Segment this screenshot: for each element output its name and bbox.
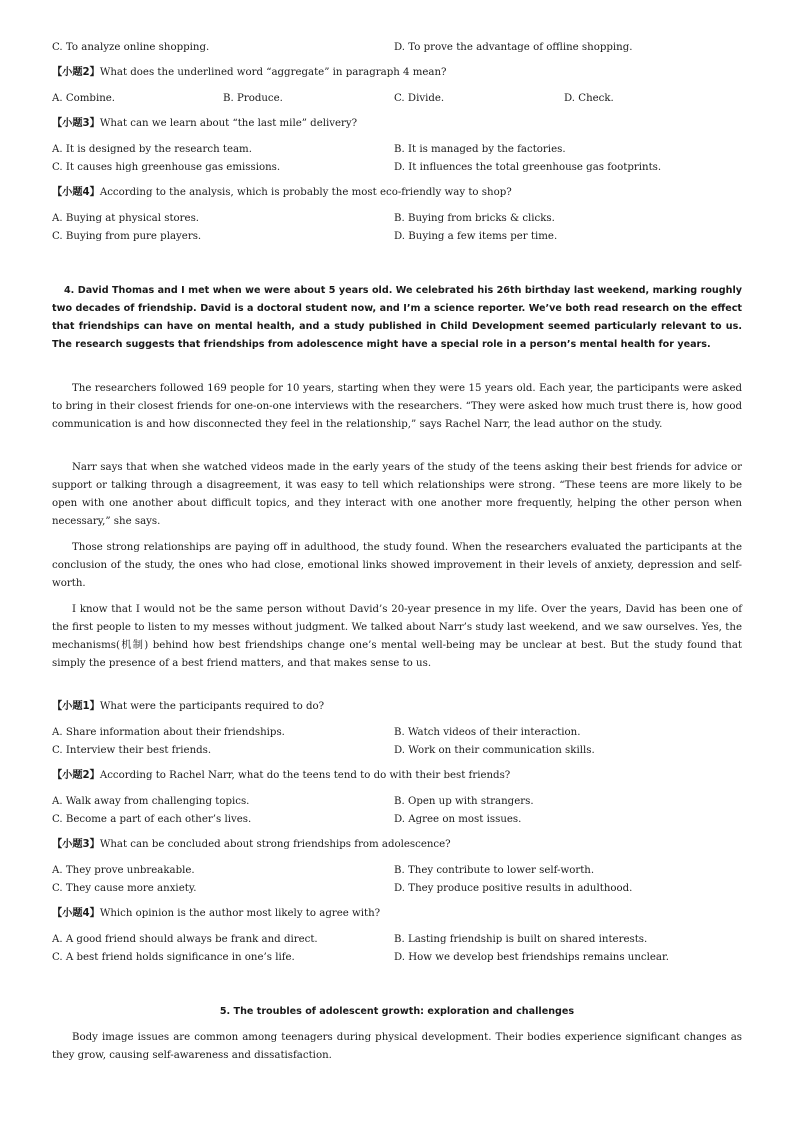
s4-q2-option-d: D. Agree on most issues.: [394, 814, 522, 825]
s4-q3-option-a: A. They prove unbreakable.: [52, 865, 195, 876]
question-text: What does the underlined word “aggregate” in paragraph 4 mean?: [99, 67, 447, 78]
s3-q1-option-c: C. To analyze online shopping.: [52, 42, 210, 53]
s3-q2-option-a: A. Combine.: [52, 93, 116, 104]
s4-q2-option-b: B. Open up with strangers.: [394, 796, 534, 807]
s4-q3-option-c: C. They cause more anxiety.: [52, 883, 197, 894]
s4-q4-option-a: A. A good friend should always be frank and direct.: [52, 934, 318, 945]
s4-q3-option-d: D. They produce positive results in adulthood.: [394, 883, 633, 894]
s3-q2-option-b: B. Produce.: [223, 93, 283, 104]
s4-question-1: [52, 700, 324, 714]
question-text: According to the analysis, which is probably the most eco-friendly way to shop?: [99, 187, 512, 198]
question-tag: 【小题2】: [52, 770, 100, 781]
s3-question-4: [52, 186, 512, 200]
s3-q3-option-c: C. It causes high greenhouse gas emissions.: [52, 162, 281, 173]
s3-q2-option-d: D. Check.: [564, 93, 614, 104]
question-text: What can be concluded about strong friendships from adolescence?: [99, 839, 451, 850]
s4-intro-paragraph: 4. David Thomas and I met when we were about 5 years old. We celebrated his 26th birthday last weekend, marking roughly two decades of friendship. David is a doctoral student now, and I’m a science reporter. We’ve both read research on the effect that friendships can have on mental health, and a study published in Child Development seemed particularly relevant to us. The research suggests that friendships from adolescence might have a special role in a person’s mental health for years.: [52, 285, 742, 350]
s5-title: 5. The troubles of adolescent growth: exploration and challenges: [219, 1006, 575, 1017]
question-text: Which opinion is the author most likely to agree with?: [99, 908, 381, 919]
s3-q3-option-d: D. It influences the total greenhouse gas footprints.: [394, 162, 662, 173]
s4-q1-option-d: D. Work on their communication skills.: [394, 745, 595, 756]
s3-question-2: [52, 66, 447, 80]
question-tag: 【小题3】: [52, 118, 100, 129]
s4-question-2: [52, 769, 510, 783]
question-text: What were the participants required to do?: [99, 701, 325, 712]
question-tag: 【小题3】: [52, 839, 100, 850]
s3-q1-option-d: D. To prove the advantage of offline shopping.: [394, 42, 633, 53]
question-tag: 【小题4】: [52, 908, 100, 919]
s4-q4-option-d: D. How we develop best friendships remains unclear.: [394, 952, 669, 963]
question-text: According to Rachel Narr, what do the teens tend to do with their best friends?: [99, 770, 511, 781]
s4-q2-option-c: C. Become a part of each other’s lives.: [52, 814, 252, 825]
s4-q2-option-a: A. Walk away from challenging topics.: [52, 796, 250, 807]
s4-q3-option-b: B. They contribute to lower self-worth.: [394, 865, 595, 876]
s4-q1-option-a: A. Share information about their friendships.: [52, 727, 285, 738]
s4-paragraph-2: Narr says that when she watched videos made in the early years of the study of the teens asking their best friends for advice or support or talking through a disagreement, it was easy to tell which relationships were strong. “These teens are more likely to be open with one another about difficult topics, and they interact with one another more frequently, helping the other person when necessary,” she says.: [52, 462, 742, 527]
s4-paragraph-4: I know that I would not be the same person without David’s 20-year presence in my life. Over the years, David has been one of the first people to listen to my messes without judgment. We talked about Narr’s study last weekend, and we saw ourselves. Yes, the mechanisms(机制) behind how best friendships change one’s mental well-being may be unclear at best. But the study found that simply the presence of a best friend matters, and that makes sense to us.: [52, 604, 742, 669]
s4-question-4: [52, 907, 380, 921]
s4-q1-option-c: C. Interview their best friends.: [52, 745, 212, 756]
question-tag: 【小题4】: [52, 187, 100, 198]
s3-q4-option-a: A. Buying at physical stores.: [52, 213, 200, 224]
s4-paragraph-1: The researchers followed 169 people for 10 years, starting when they were 15 years old. Each year, the participants were asked to bring in their closest friends for one-on-one interviews with the researchers. “They were asked how much trust there is, how good communication is and how disconnected they feel in the relationship,” says Rachel Narr, the lead author on the study.: [52, 383, 742, 430]
s3-q4-option-c: C. Buying from pure players.: [52, 231, 202, 242]
s5-paragraph-1: Body image issues are common among teenagers during physical development. Their bodies experience significant changes as they grow, causing self-awareness and dissatisfaction.: [52, 1032, 742, 1061]
s4-question-3: [52, 838, 451, 852]
question-tag: 【小题2】: [52, 67, 100, 78]
question-text: What can we learn about “the last mile” delivery?: [99, 118, 358, 129]
s3-q2-option-c: C. Divide.: [394, 93, 445, 104]
s3-question-3: [52, 117, 357, 131]
s3-q3-option-a: A. It is designed by the research team.: [52, 144, 252, 155]
question-tag: 【小题1】: [52, 701, 100, 712]
s4-paragraph-3: Those strong relationships are paying off in adulthood, the study found. When the researchers evaluated the participants at the conclusion of the study, the ones who had close, emotional links showed improvement in their levels of anxiety, depression and self-worth.: [52, 542, 742, 589]
s4-q4-option-c: C. A best friend holds significance in one’s life.: [52, 952, 295, 963]
s3-q3-option-b: B. It is managed by the factories.: [394, 144, 566, 155]
s4-q1-option-b: B. Watch videos of their interaction.: [394, 727, 581, 738]
s3-q4-option-d: D. Buying a few items per time.: [394, 231, 558, 242]
s3-q4-option-b: B. Buying from bricks & clicks.: [394, 213, 555, 224]
s4-q4-option-b: B. Lasting friendship is built on shared interests.: [394, 934, 648, 945]
